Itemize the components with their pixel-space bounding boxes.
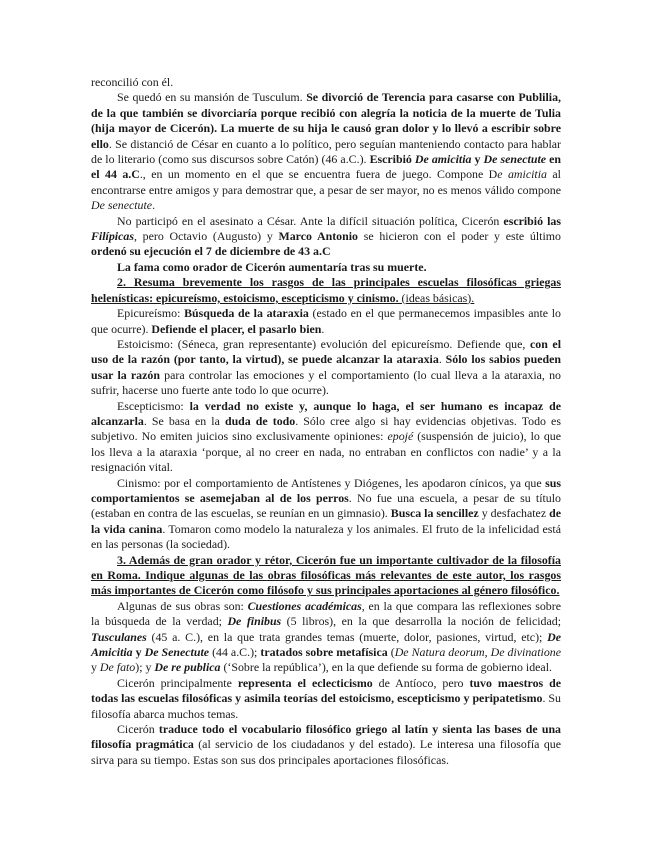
text-run: se hicieron con el poder y este último bbox=[358, 229, 561, 244]
text-run: representa el eclecticismo bbox=[237, 675, 373, 690]
text-run: al encontrarse entre amigos y para demostrar que, a pesar de ser mayor, no es menos válido compone bbox=[91, 167, 561, 197]
text-run: epojé bbox=[387, 429, 414, 444]
text-run: De amicitia bbox=[414, 152, 472, 167]
text-run: Epicureísmo: bbox=[117, 306, 185, 321]
text-run: . Se basa en la bbox=[143, 413, 225, 428]
text-run: Defiende el placer, el pasarlo bien bbox=[151, 321, 322, 336]
text-run: sus comportamientos se asemejaban al de los perros bbox=[91, 475, 561, 505]
text-run: . No fue una escuela, a pesar de su título (estaban en contra de las escuelas, se reunían en un gimnasio). bbox=[91, 490, 561, 521]
text-run: tuvo maestros de todas las escuelas filosóficas y asimila teorías del estoicismo, escepticismo y peripatetismo bbox=[91, 675, 562, 706]
text-run: traduce todo el vocabulario filosófico griego al latín y sienta las bases de una filosofía pragmática bbox=[91, 722, 562, 752]
text-run: de Antíoco, pero bbox=[372, 675, 470, 690]
text-run: 2. Resuma brevemente los rasgos de las principales escuelas filosóficas griegas helenísticas: epicureísmo, estoicismo, escepticismo y cinismo. bbox=[91, 275, 561, 305]
paragraph bbox=[91, 476, 561, 553]
text-run: (suspensión de juicio), lo que los lleva a la ataraxia ‘porque, al no creer en nada, no entraban en conflictos con nadie’ y a la resignación vital. bbox=[91, 429, 562, 475]
text-run: De Senectute bbox=[144, 645, 210, 660]
text-run: ordenó su ejecución el 7 de diciembre de 43 a.C bbox=[91, 244, 331, 259]
text-run: ); y bbox=[135, 660, 155, 675]
text-run: No participó en el asesinato a César. Ante la difícil situación política, Cicerón bbox=[117, 213, 504, 228]
text-run: . bbox=[321, 321, 325, 336]
text-run: (5 libros), en la que desarrolla la noción de felicidad; bbox=[281, 614, 562, 629]
text-run: La fama como orador de Cicerón aumentaría tras su muerte bbox=[117, 259, 424, 274]
text-run: la verdad no existe y, aunque lo haga, el ser humano es incapaz de alcanzarla bbox=[91, 398, 561, 428]
paragraph bbox=[91, 599, 561, 676]
text-run: reconcilió con él. bbox=[91, 75, 174, 89]
text-run: (al servicio de los ciudadanos y del estado). Le interesa una filosofía que sirva para su tiempo. Estas son sus dos principales aportaciones filosóficas. bbox=[91, 737, 561, 767]
paragraph bbox=[91, 75, 561, 90]
question-heading bbox=[91, 275, 561, 306]
text-run: Cinismo: por el comportamiento de Antístenes y Diógenes, les apodaron cínicos, ya que bbox=[117, 475, 546, 490]
text-run: ., en un momento en el que se encuentra fuera de juego. Compone D bbox=[139, 167, 498, 182]
paragraph bbox=[91, 260, 561, 275]
paragraph bbox=[91, 722, 561, 768]
text-run: Cuestiones académicas bbox=[247, 598, 362, 613]
document-body bbox=[91, 75, 561, 768]
text-run: Algunas de sus obras son: bbox=[117, 598, 248, 613]
text-run: con el uso de la razón (por tanto, la virtud), se puede alcanzar la ataraxia bbox=[91, 336, 562, 367]
text-run: De fato bbox=[99, 660, 136, 675]
text-run: Busca la sencillez bbox=[390, 506, 479, 521]
text-run: Se quedó en su mansión de Tusculum. bbox=[117, 90, 307, 105]
text-run: Escepticismo: bbox=[117, 398, 190, 413]
text-run: y bbox=[471, 152, 484, 167]
question-heading bbox=[91, 553, 561, 599]
text-run: de la vida canina bbox=[91, 506, 562, 536]
text-run: De senectute bbox=[91, 198, 153, 213]
text-run: escribió las bbox=[503, 213, 561, 228]
text-run: . bbox=[438, 352, 446, 367]
text-run: Filípicas bbox=[91, 229, 134, 244]
text-run: , pero Octavio (Augusto) y bbox=[133, 229, 279, 244]
text-run: (‘Sobre la república’), en la que defiende su forma de gobierno ideal. bbox=[220, 660, 552, 675]
text-run: De divinatione bbox=[490, 645, 562, 660]
text-run: (estado en el que permanecemos impasibles ante lo que ocurre). bbox=[91, 306, 561, 336]
text-run: en el 44 a.C bbox=[91, 152, 561, 182]
text-run: para controlar las emociones y el comportamiento (lo cual lleva a la ataraxia, no sufrir, hacerse uno fuerte ante todo lo que ocurre). bbox=[91, 367, 561, 398]
paragraph bbox=[91, 337, 561, 399]
text-run: De re publica bbox=[154, 660, 221, 675]
paragraph bbox=[91, 90, 561, 213]
text-run: Sólo los sabios pueden usar la razón bbox=[91, 352, 561, 382]
paragraph bbox=[91, 399, 561, 476]
text-run: De Amicitia bbox=[91, 629, 561, 660]
text-run: e amicitia bbox=[497, 167, 547, 182]
text-run: . Sólo cree algo si hay evidencias objetivas. Todo es subjetivo. No emiten juicios sino exclusivamente opiniones: bbox=[91, 413, 561, 444]
paragraph bbox=[91, 214, 561, 260]
text-run: De finibus bbox=[227, 614, 282, 629]
text-run: 3. Además de gran orador y rétor, Cicerón fue un importante cultivador de la filosofía en Roma. Indique algunas de las obras filosóficas más relevantes de este autor, los rasgos más importantes de Cicerón como filósofo y sus principales aportaciones al género filosófico. bbox=[91, 552, 561, 598]
text-run: De senectute bbox=[483, 152, 547, 167]
text-run: (45 a. C.), en la que trata grandes temas (muerte, dolor, pasiones, virtud, etc); bbox=[146, 629, 548, 644]
text-run: y bbox=[91, 660, 100, 675]
text-run: . Su filosofía abarca muchos temas. bbox=[91, 691, 561, 721]
text-run: Se divorció de Terencia para casarse con Publilia, de la que también se divorciaría porque recibió con alegría la noticia de la muerte de Tulia (hija mayor de Cicerón). La muerte de su hija le causó gran dolor y lo llevó a escribir sobre ello bbox=[91, 90, 561, 151]
text-run: Estoicismo: (Séneca, gran representante) evolución del epicureísmo. Defiende que, bbox=[117, 336, 530, 351]
text-run: . Se distanció de César en cuanto a lo político, pero seguían manteniendo contacto para hablar de lo literario (como sus discursos sobre Catón) (46 a.C.). bbox=[91, 136, 561, 167]
text-run: Cicerón bbox=[117, 722, 159, 737]
text-run: Tusculanes bbox=[91, 629, 147, 644]
text-run: (ideas básicas). bbox=[398, 290, 475, 305]
text-run: . bbox=[423, 259, 427, 274]
text-run: Escribió bbox=[369, 152, 415, 167]
paragraph bbox=[91, 306, 561, 337]
text-run: . bbox=[152, 198, 156, 213]
text-run: , bbox=[484, 645, 491, 660]
text-run: (44 a.C.); bbox=[209, 645, 261, 660]
paragraph bbox=[91, 676, 561, 722]
text-run: ( bbox=[387, 645, 395, 660]
text-run: duda de todo bbox=[224, 413, 296, 428]
text-run: Cicerón principalmente bbox=[117, 675, 238, 690]
text-run: y desfachatez bbox=[478, 506, 550, 521]
text-run: , en la que compara las reflexiones sobre la búsqueda de la verdad; bbox=[91, 598, 561, 629]
text-run: Marco Antonio bbox=[278, 229, 358, 244]
text-run: De Natura deorum bbox=[394, 645, 485, 660]
text-run: y bbox=[132, 645, 145, 660]
text-run: tratados sobre metafísica bbox=[260, 645, 388, 660]
text-run: Búsqueda de la ataraxia bbox=[184, 306, 309, 321]
text-run: . Tomaron como modelo la naturaleza y los animales. El fruto de la infelicidad está en las personas (la sociedad). bbox=[91, 521, 562, 552]
